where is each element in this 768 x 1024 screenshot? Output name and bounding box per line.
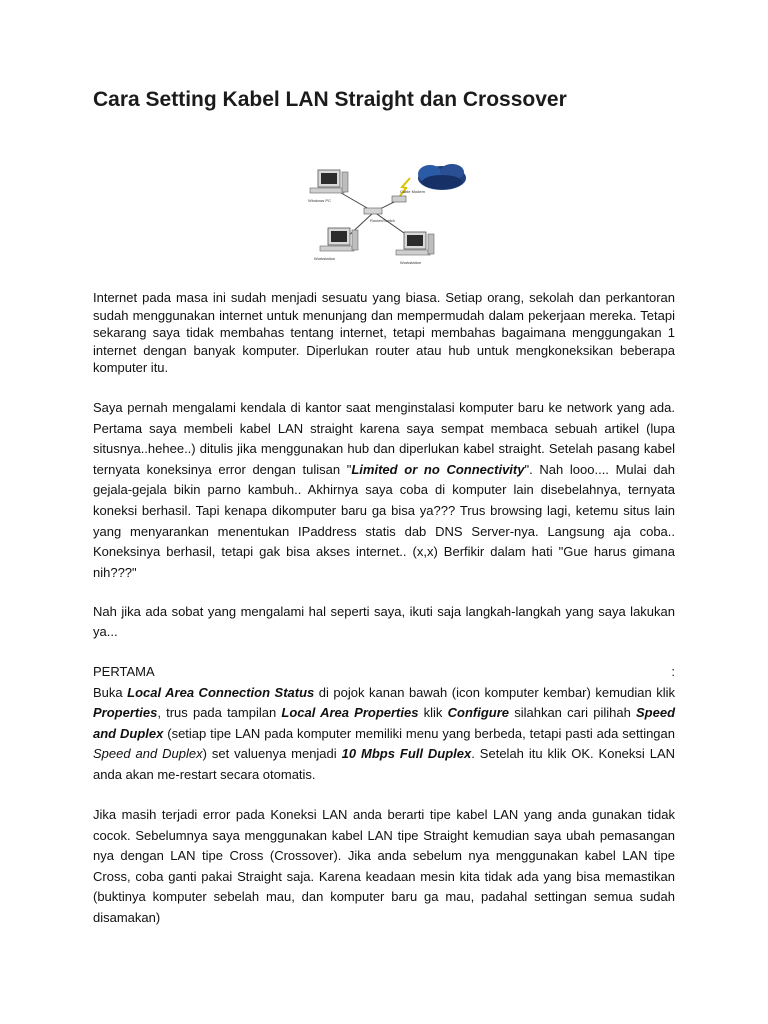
step-heading-colon: : [671, 664, 675, 679]
step-heading [93, 662, 675, 683]
step-1-text [93, 683, 675, 786]
pc-top-label: Windows PC [308, 198, 331, 203]
step-heading-label: PERTAMA [93, 664, 155, 679]
paragraph-5 [93, 805, 675, 928]
modem-label: Cable Modem [400, 189, 425, 194]
step-text-part: klik [418, 705, 448, 720]
paragraph-1-text: Internet pada masa ini sudah menjadi sesuatu yang biasa. Setiap orang, sekolah dan perkantoran sudah menggunakan internet untuk menunjang dan mempermudah dalam pekerjaan mereka. Tetapi sekarang saya tidak membahas tentang internet, tetapi membahas bagaimana menggungakan 1 internet dengan banyak komputer. Diperlukan router atau hub untuk mengkoneksikan beberapa komputer itu. [93, 290, 675, 376]
paragraph-1 [93, 289, 675, 377]
step-text-part: , trus pada tampilan [157, 705, 282, 720]
paragraph-2-part-c: ". Nah looo.... Mulai dah gejala-gejala bikin parno kambuh.. Akhirnya saya coba di komputer lain disebelahnya, ternyata koneksi berhasil. Tapi kenapa dikomputer baru ga bisa ya??? Trus browsing lagi, ketemu situs lain yang menyarankan menentukan IPaddress statis dab DNS Server-nya. Langsung aja coba.. Koneksinya berhasil, tetapi gak bisa akses internet.. (x,x) Berfikir dalam hati "Gue harus gimana nih???" [93, 461, 675, 580]
paragraph-2-part-a: Saya pernah mengalami kendala di kantor saat menginstalasi komputer baru ke network yang ada. Pertama saya membeli kabel LAN straight karena saya sempat membaca sebuah artikel (lupa situsnya..hehee..) ditulis jika menggunakan hub dan diperlukan kabel straight. Setelah pasang kabel ternyata koneksinya error dengan tulisan " [93, 400, 675, 477]
network-diagram [296, 160, 476, 274]
configure-term: Configure [447, 705, 510, 720]
paragraph-3-text: Nah jika ada sobat yang mengalami hal seperti saya, ikuti saja langkah-langkah yang saya lakukan ya... [93, 604, 675, 639]
paragraph-3 [93, 602, 675, 642]
paragraph-4 [93, 662, 675, 785]
paragraph-2 [93, 398, 675, 583]
properties-term: Properties [93, 705, 158, 720]
step-text-part: silahkan cari pilihah [509, 705, 636, 720]
lan-status-term: Local Area Connection Status [127, 684, 315, 700]
router-icon [364, 208, 382, 214]
error-message-text: Limited or no Connectivity [351, 461, 525, 477]
step-text-part: (setiap tipe LAN pada komputer memiliki menu yang berbeda, tetapi pasti ada settingan [163, 725, 676, 741]
computer-top-icon [310, 170, 348, 193]
step-text-part: . Setelah itu klik OK. Koneksi LAN anda akan me-restart secara otomatis. [93, 746, 676, 782]
step-text-part: Buka [93, 684, 128, 700]
computer-bottom-left-icon [320, 228, 358, 251]
pc-bottom-left-label: Workstation [314, 256, 336, 261]
pc-bottom-right-label: Workstation [400, 260, 422, 265]
step-text-part: di pojok kanan bawah (icon komputer kembar) kemudian klik [314, 684, 676, 700]
page-title: Cara Setting Kabel LAN Straight dan Crossover [93, 88, 567, 111]
step-text-part: ) set valuenya menjadi [202, 746, 342, 761]
speed-duplex-italic: Speed and Duplex [93, 746, 203, 761]
paragraph-2-text [93, 398, 675, 583]
internet-cloud-icon [418, 164, 466, 190]
lan-properties-term: Local Area Properties [281, 705, 419, 720]
speed-duplex-term: Speed and Duplex [93, 705, 676, 741]
router-label: Router/Switch [370, 218, 395, 223]
computer-bottom-right-icon [396, 232, 434, 255]
duplex-value-term: 10 Mbps Full Duplex [341, 746, 472, 761]
paragraph-5-text: Jika masih terjadi error pada Koneksi LAN anda berarti tipe kabel LAN yang anda gunakan tidak cocok. Sebelumnya saya menggunakan kabel LAN tipe Straight kemudian saya ubah pemasangan nya dengan LAN tipe Cross (Crossover). Jika anda sebelum nya menggunakan kabel LAN tipe Cross, coba ganti pakai Straight saja. Karena keadaan mesin kita tidak ada yang bisa memastikan (buktinya komputer sebelah mau, dan komputer baru ga mau, padahal settingan semua sudah disamakan) [93, 807, 675, 925]
cable-modem-icon [392, 196, 406, 202]
